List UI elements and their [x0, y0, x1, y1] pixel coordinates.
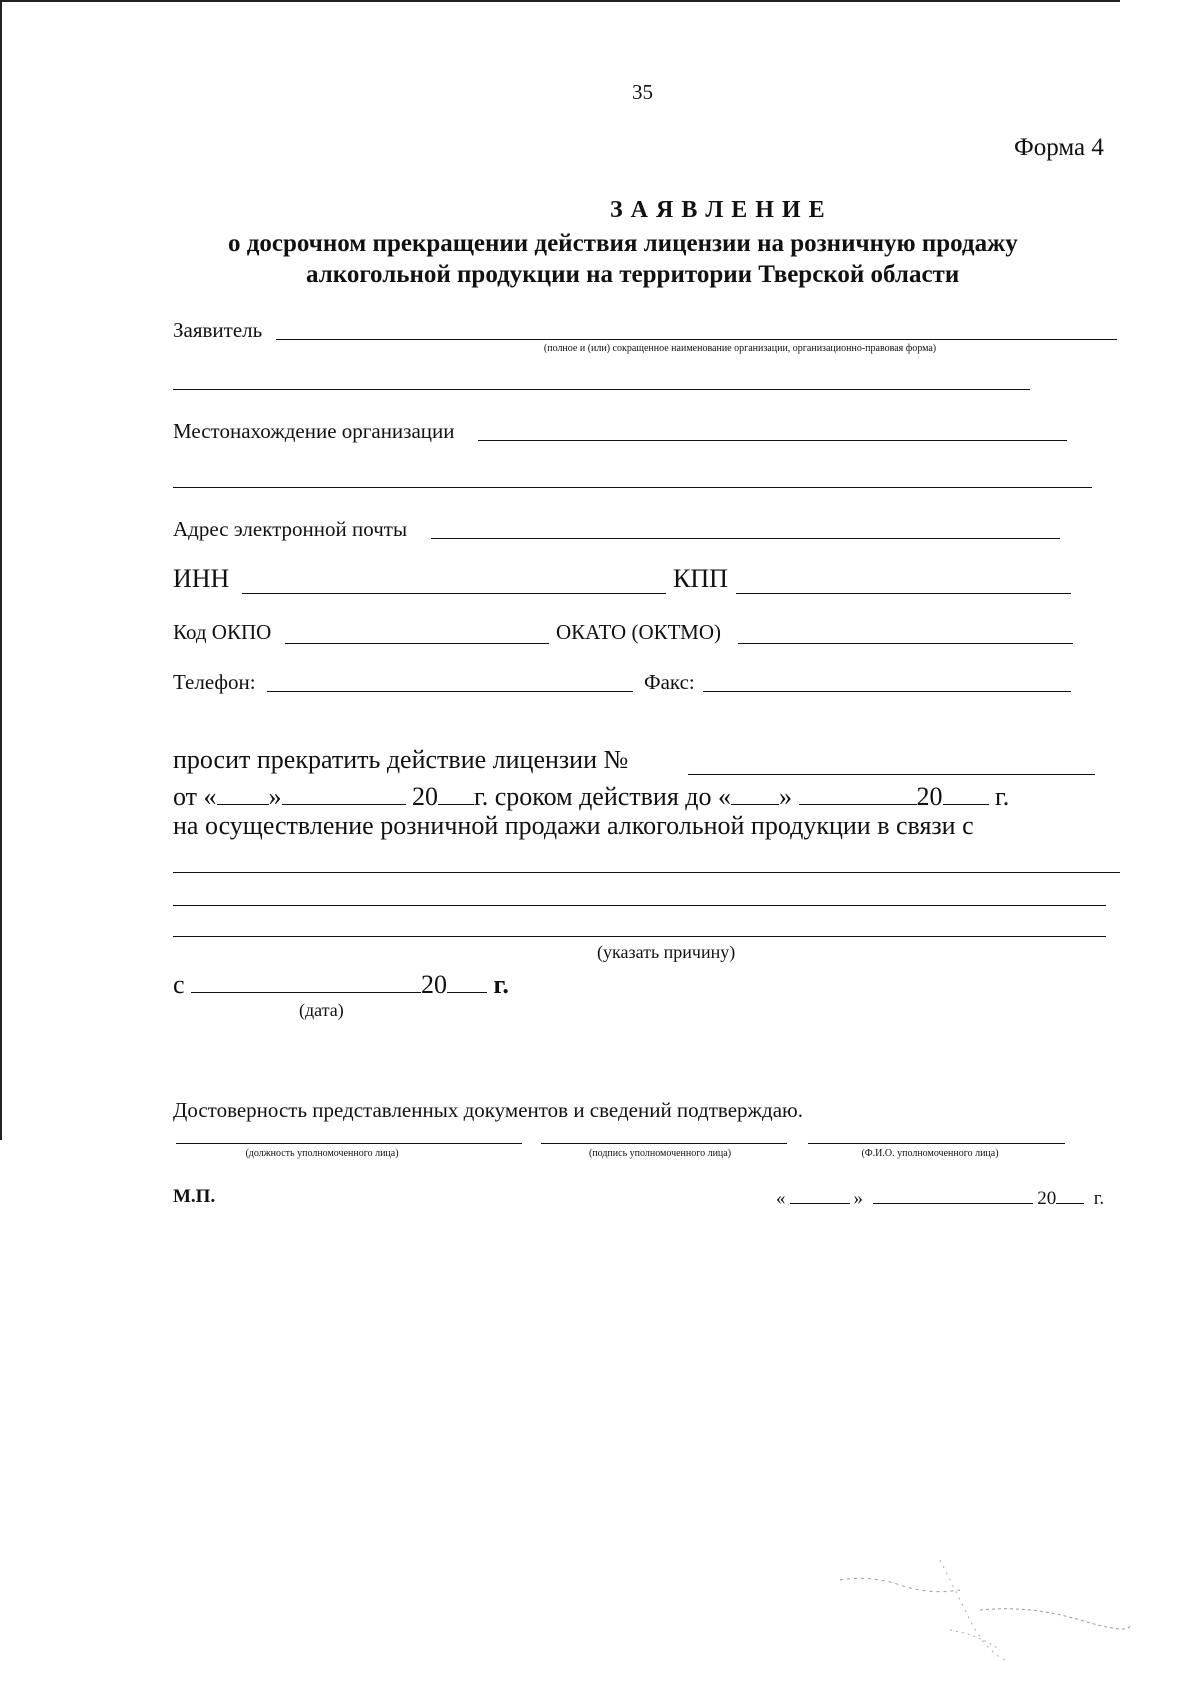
position-hint: (должность уполномоченного лица) [245, 1148, 399, 1159]
since-label: с [173, 970, 185, 999]
okato-field[interactable] [738, 643, 1073, 644]
since-date-row [173, 966, 509, 1000]
since-year-prefix: 20 [421, 970, 448, 999]
location-field[interactable] [478, 440, 1067, 441]
signature-field[interactable] [541, 1143, 787, 1144]
full-name-hint: (Ф.И.О. уполномоченного лица) [861, 1148, 999, 1159]
reason-hint: (указать причину) [597, 942, 736, 962]
kpp-field[interactable] [736, 593, 1071, 594]
term-year-prefix: 20 [916, 782, 943, 811]
sign-year-field[interactable] [1056, 1184, 1084, 1204]
fax-label: Факс: [644, 670, 695, 694]
kpp-label: КПП [673, 564, 728, 593]
from-label: от « [173, 782, 217, 811]
date-close-quote: » [853, 1188, 863, 1209]
applicant-label: Заявитель [173, 318, 263, 342]
since-date-field[interactable] [191, 966, 421, 993]
email-field[interactable] [431, 538, 1060, 539]
okpo-label: Код ОКПО [173, 620, 272, 644]
location-field-line-2[interactable] [173, 487, 1092, 488]
date-hint: (дата) [299, 1000, 344, 1020]
since-year-field[interactable] [447, 966, 487, 993]
term-month-field[interactable] [799, 778, 917, 805]
term-label: г. сроком действия до « [474, 782, 732, 811]
term-year-field[interactable] [943, 778, 989, 805]
email-label: Адрес электронной почты [173, 517, 408, 541]
sign-year-suffix: г. [1093, 1188, 1105, 1209]
reason-field-line-2[interactable] [173, 905, 1106, 906]
sign-day-field[interactable] [790, 1184, 850, 1204]
applicant-field[interactable] [276, 339, 1117, 340]
position-field[interactable] [176, 1143, 522, 1144]
document-title: З А Я В Л Е Н И Е [610, 197, 826, 223]
scan-left-edge [0, 0, 2, 1140]
date-open-quote: « [776, 1188, 786, 1209]
term-day-field[interactable] [731, 778, 779, 805]
issue-year-field[interactable] [438, 778, 474, 805]
issue-year-prefix: 20 [412, 782, 439, 811]
term-quote-close: » [779, 782, 793, 811]
scan-top-edge [0, 0, 1120, 2]
quote-close: » [268, 782, 282, 811]
since-year-suffix: г. [493, 970, 509, 999]
request-line-2 [173, 778, 1009, 812]
sign-month-field[interactable] [873, 1184, 1033, 1204]
phone-label: Телефон: [173, 670, 256, 694]
request-line-1: просит прекратить действие лицензии № [173, 745, 629, 774]
inn-label: ИНН [173, 564, 230, 593]
document-subtitle-line-1: о досрочном прекращении действия лицензии на розничную продажу [228, 230, 1018, 257]
phone-field[interactable] [267, 691, 633, 692]
sign-year-prefix: 20 [1037, 1188, 1057, 1209]
fax-field[interactable] [703, 691, 1071, 692]
reason-field-line-1[interactable] [173, 872, 1120, 873]
signature-date-row [776, 1184, 1104, 1210]
scan-scribble [830, 1550, 1130, 1690]
okpo-field[interactable] [285, 643, 549, 644]
okato-label: ОКАТО (ОКТМО) [556, 620, 722, 644]
license-number-field[interactable] [688, 774, 1095, 775]
reason-field-line-3[interactable] [173, 936, 1106, 937]
location-label: Местонахождение организации [173, 419, 455, 443]
confirmation-text: Достоверность представленных документов и сведений подтверждаю. [173, 1098, 803, 1122]
issue-day-field[interactable] [217, 778, 269, 805]
signature-hint: (подпись уполномоченного лица) [588, 1148, 732, 1159]
seal-label: М.П. [173, 1186, 216, 1207]
form-label: Форма 4 [1014, 134, 1104, 161]
request-line-3: на осуществление розничной продажи алкогольной продукции в связи с [173, 811, 974, 840]
full-name-field[interactable] [808, 1143, 1065, 1144]
page-number: 35 [632, 80, 653, 104]
applicant-field-line-2[interactable] [173, 389, 1030, 390]
document-subtitle-line-2: алкогольной продукции на территории Тверской области [306, 261, 960, 288]
issue-month-field[interactable] [282, 778, 406, 805]
applicant-hint: (полное и (или) сокращенное наименование организации, организационно-правовая форма) [543, 343, 937, 354]
inn-field[interactable] [242, 593, 666, 594]
term-year-suffix: г. [995, 782, 1010, 811]
